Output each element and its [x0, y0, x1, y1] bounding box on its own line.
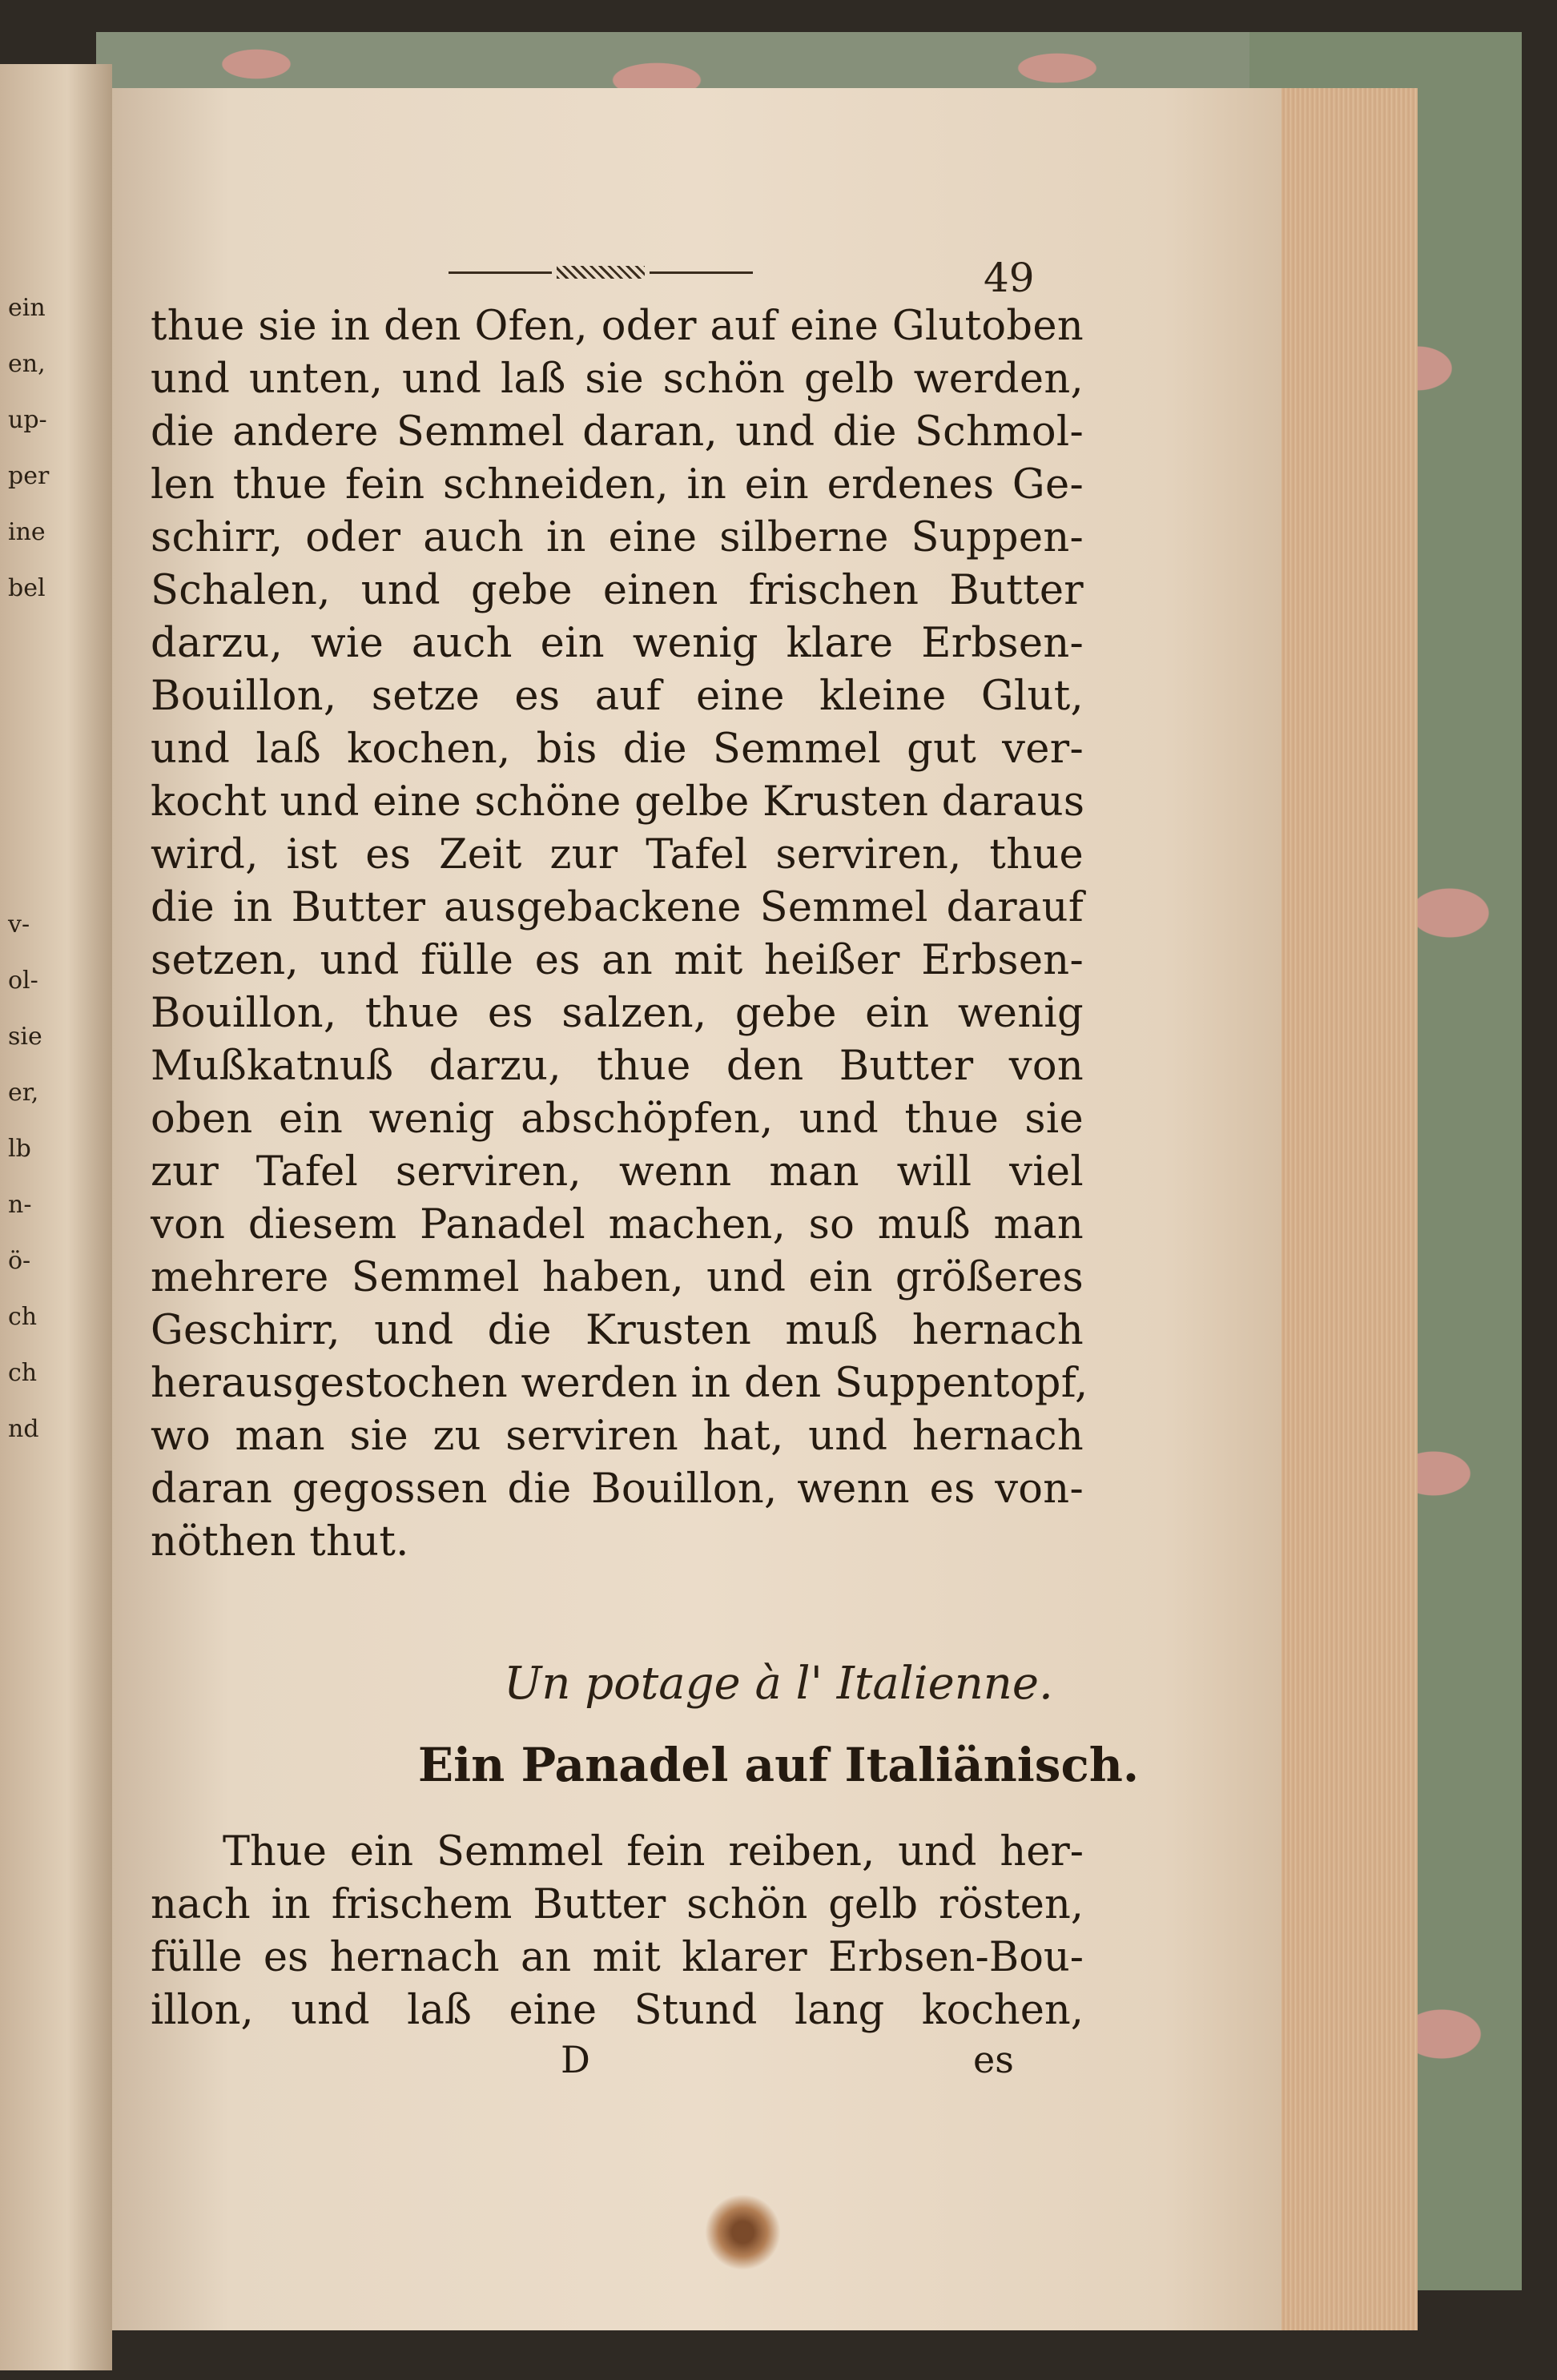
left-page-fragment: v- — [8, 911, 30, 939]
text-line: kocht und eine schöne gelbe Krusten daraus — [151, 778, 1085, 826]
text-line: die in Butter ausgebackene Semmel darauf — [151, 884, 1084, 931]
text-line: oben ein wenig abschöpfen, und thue sie — [151, 1096, 1084, 1143]
text-line: darzu, wie auch ein wenig klare Erbsen- — [151, 620, 1084, 667]
text-line: und unten, und laß sie schön gelb werden, — [151, 356, 1084, 403]
left-page-fragment: sie — [8, 1023, 42, 1051]
recipe-title-german: Ein Panadel auf Italiänisch. — [417, 1738, 1140, 1792]
left-page-fragment: nd — [8, 1415, 39, 1443]
left-page-fragment: ol- — [8, 967, 38, 995]
left-page-fragment: en, — [8, 350, 46, 378]
text-line: nach in frischem Butter schön gelb rösten, — [151, 1881, 1084, 1928]
text-line: fülle es hernach an mit klarer Erbsen-Bou- — [151, 1934, 1084, 1981]
text-line: Schalen, und gebe einen frischen Butter — [151, 567, 1084, 614]
text-line: len thue fein schneiden, in ein erdenes Ge- — [151, 461, 1084, 509]
body-text — [151, 300, 1088, 1569]
left-page-edge — [0, 64, 112, 2370]
recipe-text — [151, 1826, 1084, 2037]
text-line: herausgestochen werden in den Suppentopf, — [151, 1360, 1088, 1407]
text-line: nöthen thut. — [151, 1518, 409, 1566]
left-page-fragment: n- — [8, 1191, 32, 1219]
left-page-fragment: ch — [8, 1359, 38, 1387]
left-page-fragment: er, — [8, 1079, 39, 1107]
text-line: wo man sie zu serviren hat, und hernach — [151, 1413, 1084, 1460]
text-line: Bouillon, thue es salzen, gebe ein wenig — [151, 990, 1084, 1037]
text-line: von diesem Panadel machen, so muß man — [151, 1201, 1084, 1248]
page-number: 49 — [984, 255, 1035, 301]
signature-mark: D — [561, 2038, 590, 2081]
left-page-fragment: ch — [8, 1303, 38, 1331]
page-fore-edge — [1281, 88, 1418, 2330]
text-line: Thue ein Semmel fein reiben, und her- — [223, 1828, 1084, 1875]
left-page-fragment: ö- — [8, 1247, 31, 1275]
text-line: thue sie in den Ofen, oder auf eine Glutoben — [151, 303, 1084, 350]
recipe-title-french: Un potage à l' Italienne. — [504, 1658, 1053, 1710]
left-page-fragment: per — [8, 462, 50, 490]
text-line: und laß kochen, bis die Semmel gut ver- — [151, 726, 1084, 773]
paper-stain — [705, 2194, 781, 2270]
header-ornament — [449, 264, 753, 280]
left-page-fragment: bel — [8, 574, 46, 602]
left-page-fragment: ine — [8, 518, 46, 546]
text-line: setzen, und fülle es an mit heißer Erbsen- — [151, 937, 1084, 984]
text-line: Mußkatnuß darzu, thue den Butter von — [151, 1043, 1084, 1090]
left-page-fragment: up- — [8, 406, 47, 434]
text-line: daran gegossen die Bouillon, wenn es von- — [151, 1465, 1084, 1513]
text-line: Geschirr, und die Krusten muß hernach — [151, 1307, 1084, 1354]
catchword: es — [973, 2038, 1014, 2081]
left-page-fragment: ein — [8, 294, 46, 322]
left-page-fragment: lb — [8, 1135, 31, 1163]
text-line: mehrere Semmel haben, und ein größeres — [151, 1254, 1084, 1301]
text-line: schirr, oder auch in eine silberne Suppen- — [151, 514, 1084, 561]
text-line: zur Tafel serviren, wenn man will viel — [151, 1148, 1084, 1196]
text-line: wird, ist es Zeit zur Tafel serviren, thue — [151, 831, 1084, 878]
text-line: die andere Semmel daran, und die Schmol- — [151, 408, 1084, 456]
text-line: illon, und laß eine Stund lang kochen, — [151, 1987, 1084, 2034]
text-line: Bouillon, setze es auf eine kleine Glut, — [151, 673, 1084, 720]
